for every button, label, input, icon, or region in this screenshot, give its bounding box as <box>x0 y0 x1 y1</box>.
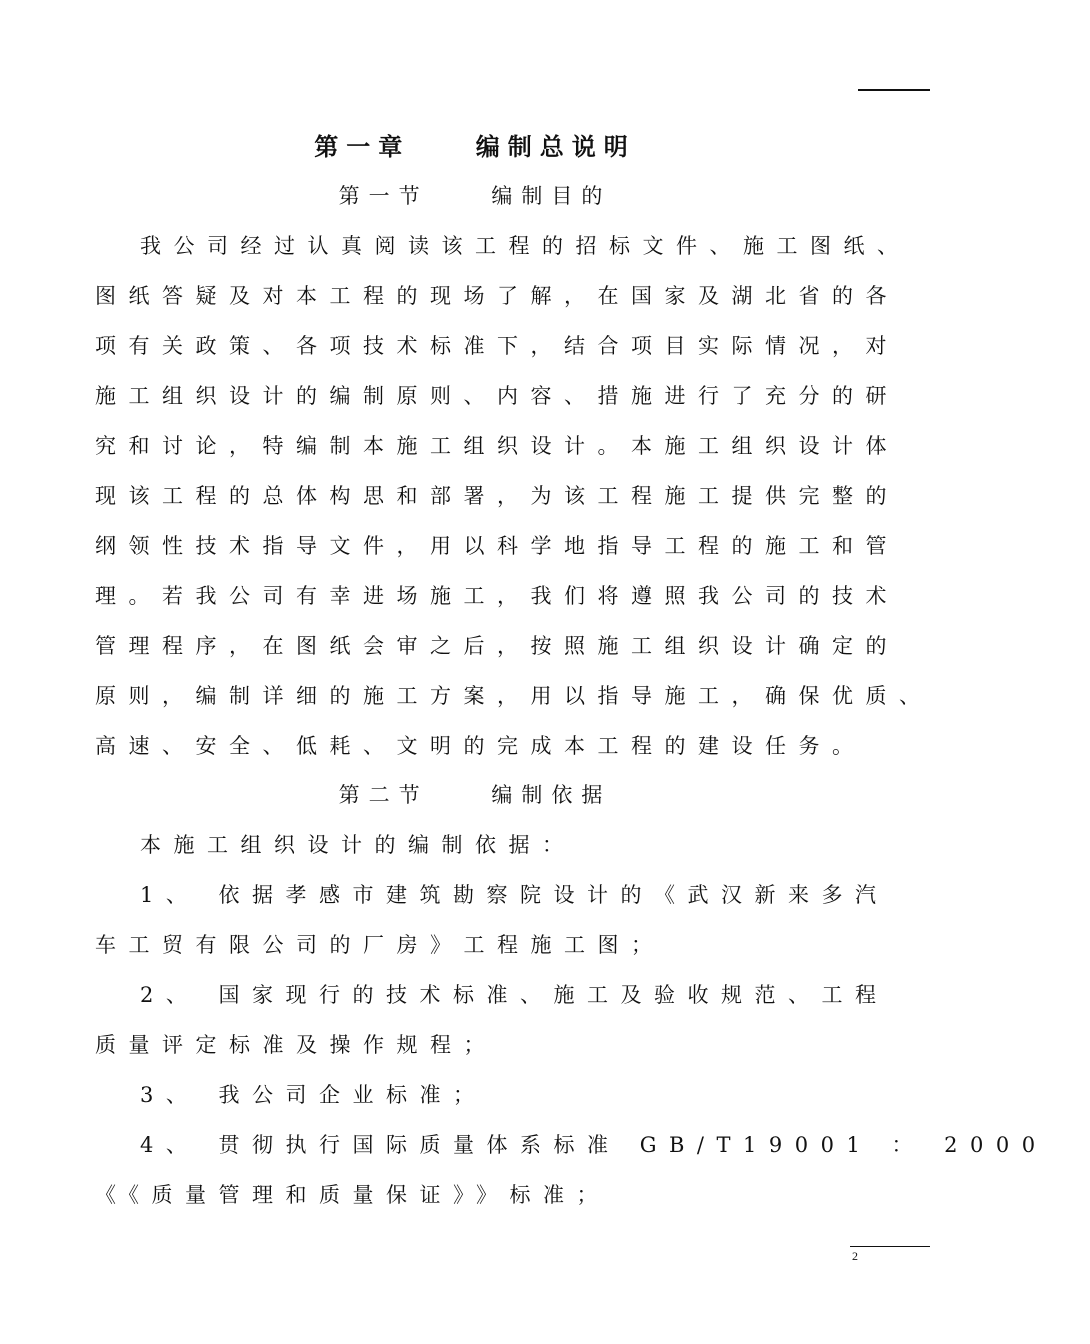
list-item: 3、 我公司企业标准； <box>140 1083 487 1107</box>
paragraph-line: 高速、安全、低耗、文明的完成本工程的建设任务。 <box>95 734 866 758</box>
list-item-continuation: 车工贸有限公司的厂房》工程施工图； <box>95 933 665 957</box>
paragraph-line: 本施工组织设计的编制依据： <box>140 833 576 857</box>
paragraph-line: 究和讨论，特编制本施工组织设计。本施工组织设计体 <box>95 434 899 458</box>
list-item-continuation: 《《质量管理和质量保证》》标准； <box>95 1183 610 1207</box>
section-title-1: 第一节 编制目的 <box>338 184 612 208</box>
paragraph-line: 项有关政策、各项技术标准下，结合项目实际情况，对 <box>95 334 899 358</box>
paragraph-line: 施工组织设计的编制原则、内容、措施进行了充分的研 <box>95 384 899 408</box>
paragraph-line: 图纸答疑及对本工程的现场了解，在国家及湖北省的各 <box>95 284 899 308</box>
paragraph-line: 原则，编制详细的施工方案，用以指导施工，确保优质、 <box>95 684 933 708</box>
chapter-title: 第一章 编制总说明 <box>314 132 636 161</box>
section-title-2: 第二节 编制依据 <box>338 783 612 807</box>
list-item: 4、 贯彻执行国际质量体系标准 GB/T19001 ： 2000 <box>140 1133 1048 1157</box>
paragraph-line: 纲领性技术指导文件，用以科学地指导工程的施工和管 <box>95 534 899 558</box>
list-item: 2、 国家现行的技术标准、施工及验收规范、工程 <box>140 983 889 1007</box>
paragraph-line: 我公司经过认真阅读该工程的招标文件、施工图纸、 <box>140 234 911 258</box>
paragraph-line: 管理程序，在图纸会审之后，按照施工组织设计确定的 <box>95 634 899 658</box>
page-number: 2 <box>852 1249 858 1263</box>
paragraph-line: 现该工程的总体构思和部署，为该工程施工提供完整的 <box>95 484 899 508</box>
paragraph-line: 理。若我公司有幸进场施工，我们将遵照我公司的技术 <box>95 584 899 608</box>
list-item-continuation: 质量评定标准及操作规程； <box>95 1033 497 1057</box>
header-rule <box>858 89 930 91</box>
footer-rule <box>850 1246 930 1247</box>
list-item: 1、 依据孝感市建筑勘察院设计的《武汉新来多汽 <box>140 883 889 907</box>
